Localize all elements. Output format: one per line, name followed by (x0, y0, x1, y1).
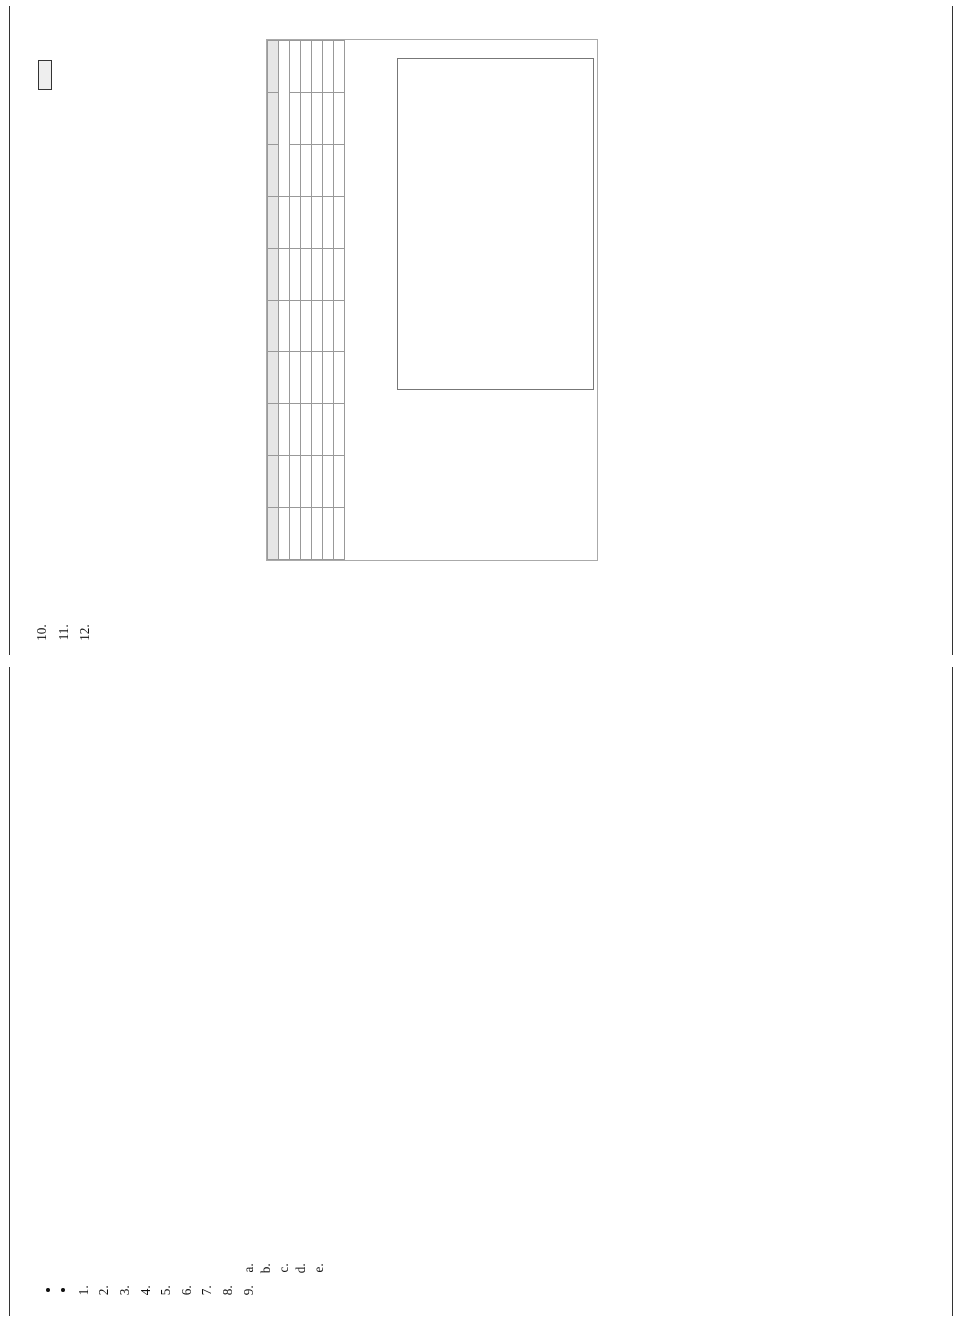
sample-limit-row (279, 41, 290, 560)
sample-cell (334, 144, 345, 196)
page-header (6, 667, 10, 1316)
sample-header-cell (268, 508, 279, 560)
sample-cell (301, 144, 312, 196)
sample-header-cell (268, 248, 279, 300)
task-list (34, 18, 93, 643)
sample-cell (334, 456, 345, 508)
sample-cell (334, 352, 345, 404)
sample-cell (290, 352, 301, 404)
sample-header-cell (268, 300, 279, 352)
subtask-item (293, 679, 309, 1260)
sample-cell (290, 92, 301, 144)
task-item (179, 679, 195, 1282)
subtask-item (311, 679, 327, 1260)
sample-row (334, 41, 345, 560)
sample-cell (312, 41, 323, 93)
sample-row (301, 41, 312, 560)
page-8 (0, 661, 960, 1322)
sample-cell (334, 41, 345, 93)
sample-cell (290, 41, 301, 93)
sample-cell (290, 196, 301, 248)
sample-cell (301, 92, 312, 144)
sample-cell (301, 300, 312, 352)
subtask-item (276, 679, 292, 1260)
page-header (6, 6, 10, 655)
sample-cell (301, 196, 312, 248)
sample-cell (323, 196, 334, 248)
sample-cell (301, 508, 312, 560)
sample-header-cell (268, 41, 279, 93)
sample-cell (290, 300, 301, 352)
note-bullets (40, 679, 70, 1290)
task-item (56, 18, 72, 621)
subtask-item (241, 679, 257, 1260)
sample-cell (312, 196, 323, 248)
sample-cell (290, 456, 301, 508)
sample-cell (312, 352, 323, 404)
sample-cell (334, 300, 345, 352)
points-box (38, 60, 52, 90)
sample-cell (323, 144, 334, 196)
sample-cell (334, 508, 345, 560)
task-item (34, 18, 50, 621)
sample-cell (290, 144, 301, 196)
sample-cell (323, 456, 334, 508)
task-item (117, 679, 133, 1282)
sample-cell (323, 508, 334, 560)
sample-cell (312, 92, 323, 144)
sample-cell (279, 404, 290, 456)
sample-cell (301, 248, 312, 300)
sample-cell (312, 456, 323, 508)
sample-header-cell (268, 456, 279, 508)
sample-cell (323, 248, 334, 300)
task-item (241, 679, 327, 1282)
task-item (77, 18, 93, 621)
task-item (220, 679, 236, 1282)
sample-cell (312, 508, 323, 560)
task-item (96, 679, 112, 1282)
sample-screenshot (266, 39, 598, 561)
sample-table (267, 40, 345, 560)
sample-chart-svg (398, 59, 593, 389)
sample-cell (279, 508, 290, 560)
sample-cell (312, 248, 323, 300)
sample-header-row (268, 41, 279, 560)
page-body (34, 679, 332, 1304)
sample-header-cell (268, 92, 279, 144)
sample-row (312, 41, 323, 560)
sample-cell (290, 248, 301, 300)
sample-chart (397, 58, 594, 390)
task-item (138, 679, 154, 1282)
sample-cell (279, 196, 290, 248)
sample-row (323, 41, 334, 560)
page-footer (952, 667, 956, 1316)
sample-subheader (279, 41, 290, 197)
task-item (76, 679, 92, 1282)
task-list (76, 679, 327, 1304)
sample-cell (334, 92, 345, 144)
sample-cell (323, 41, 334, 93)
sample-cell (279, 300, 290, 352)
sample-cell (323, 92, 334, 144)
subtask-list (241, 679, 327, 1282)
page-body (34, 18, 99, 643)
sample-cell (312, 404, 323, 456)
sample-cell (323, 352, 334, 404)
sample-row (290, 41, 301, 560)
sample-cell (323, 404, 334, 456)
sample-cell (301, 41, 312, 93)
task-item (199, 679, 215, 1282)
page-footer (952, 6, 956, 655)
sample-header-cell (268, 404, 279, 456)
sample-cell (279, 352, 290, 404)
sample-cell (334, 404, 345, 456)
sample-cell (334, 196, 345, 248)
sample-cell (312, 300, 323, 352)
sample-cell (301, 352, 312, 404)
sample-cell (279, 248, 290, 300)
sample-cell (279, 456, 290, 508)
subtask-item (258, 679, 274, 1260)
bullet-item (55, 679, 69, 1278)
sample-cell (323, 300, 334, 352)
sample-cell (301, 456, 312, 508)
bullet-item (40, 679, 54, 1278)
sample-cell (334, 248, 345, 300)
sample-header-cell (268, 144, 279, 196)
sample-header-cell (268, 196, 279, 248)
sample-cell (312, 144, 323, 196)
sample-cell (290, 404, 301, 456)
task-item (158, 679, 174, 1282)
sample-cell (290, 508, 301, 560)
sample-cell (301, 404, 312, 456)
sample-header-cell (268, 352, 279, 404)
